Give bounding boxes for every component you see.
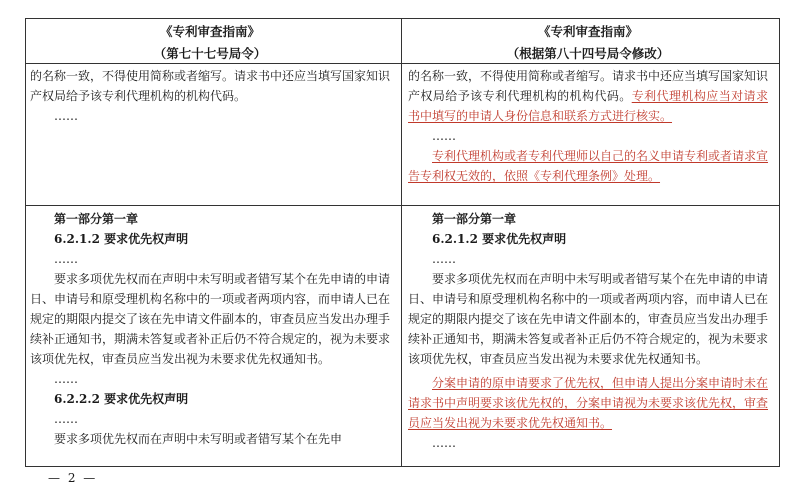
left-header-title: 《专利审查指南》 (159, 24, 260, 39)
row2-left-cell (30, 209, 390, 449)
row2-left-ellipsis-2: …… (54, 372, 78, 386)
column-divider (401, 19, 402, 466)
row2-left-ellipsis-3: …… (54, 412, 78, 426)
row2-right-part-title: 第一部分第一章 (432, 212, 517, 226)
row2-right-para-1: 要求多项优先权而在声明中未写明或者错写某个在先申请的申请日、申请号和原受理机构名称中的一项或者两项内容，而申请人已在规定的期限内提交了该在先申请文件副本的，审查员应当发出办理手续补正通知书，期满未答复或者补正后仍不符合规定的，视为未要求该项优先权，审查员应当发出视为未要求优先权通知书。 (408, 272, 769, 366)
right-column-header (408, 21, 768, 65)
row2-left-para-1: 要求多项优先权而在声明中未写明或者错写某个在先申请的申请日、申请号和原受理机构名称中的一项或者两项内容，而申请人已在规定的期限内提交了该在先申请文件副本的，审查员应当发出办理手续补正通知书，期满未答复或者补正后仍不符合规定的，视为未要求该项优先权，审查员应当发出视为未要求优先权通知书。 (30, 272, 391, 366)
row1-left-cell (30, 66, 390, 126)
row1-right-added-1: 专利代理机构应当对请求书中填写的申请人身份信息和联系方式进行核实。 (408, 89, 768, 123)
right-header-title: 《专利审查指南》 (537, 24, 638, 39)
row1-right-original: 的名称一致，不得使用简称或者缩写。请求书中还应当填写国家知识产权局给予该专利代理机构的机构代码。 (408, 69, 769, 103)
row1-right-cell (408, 66, 768, 186)
row2-right-section-1: 6.2.1.2 要求优先权声明 (432, 232, 567, 246)
page-number: — 2 — (48, 471, 98, 485)
row2-right-ellipsis-1: …… (432, 252, 456, 266)
row-divider (26, 205, 779, 206)
row1-left-ellipsis: …… (54, 109, 78, 123)
row1-left-text: 的名称一致，不得使用简称或者缩写。请求书中还应当填写国家知识产权局给予该专利代理机构的机构代码。 (30, 69, 391, 103)
row1-right-ellipsis: …… (432, 129, 456, 143)
right-header-subtitle: （根据第八十四号局令修改） (506, 46, 670, 61)
row1-right-text (408, 66, 768, 126)
row2-left-para-2: 要求多项优先权而在声明中未写明或者错写某个在先申 (54, 432, 343, 446)
left-column-header (30, 21, 390, 65)
row1-right-added-2: 专利代理机构或者专利代理师以自己的名义申请专利或者请求宣告专利权无效的，依照《专利代理条例》处理。 (408, 149, 769, 183)
left-header-subtitle: （第七十七号局令） (153, 46, 267, 61)
row2-right-ellipsis-2: …… (432, 436, 456, 450)
row2-right-added: 分案申请的原申请要求了优先权，但申请人提出分案申请时未在请求书中声明要求该优先权的，分案申请视为未要求该优先权，审查员应当发出视为未要求优先权通知书。 (408, 376, 769, 430)
row2-left-part-title: 第一部分第一章 (54, 212, 139, 226)
row2-left-ellipsis-1: …… (54, 252, 78, 266)
comparison-table (25, 18, 780, 467)
row2-left-section-2: 6.2.2.2 要求优先权声明 (54, 392, 189, 406)
row2-right-cell (408, 209, 768, 453)
row2-left-section-1: 6.2.1.2 要求优先权声明 (54, 232, 189, 246)
